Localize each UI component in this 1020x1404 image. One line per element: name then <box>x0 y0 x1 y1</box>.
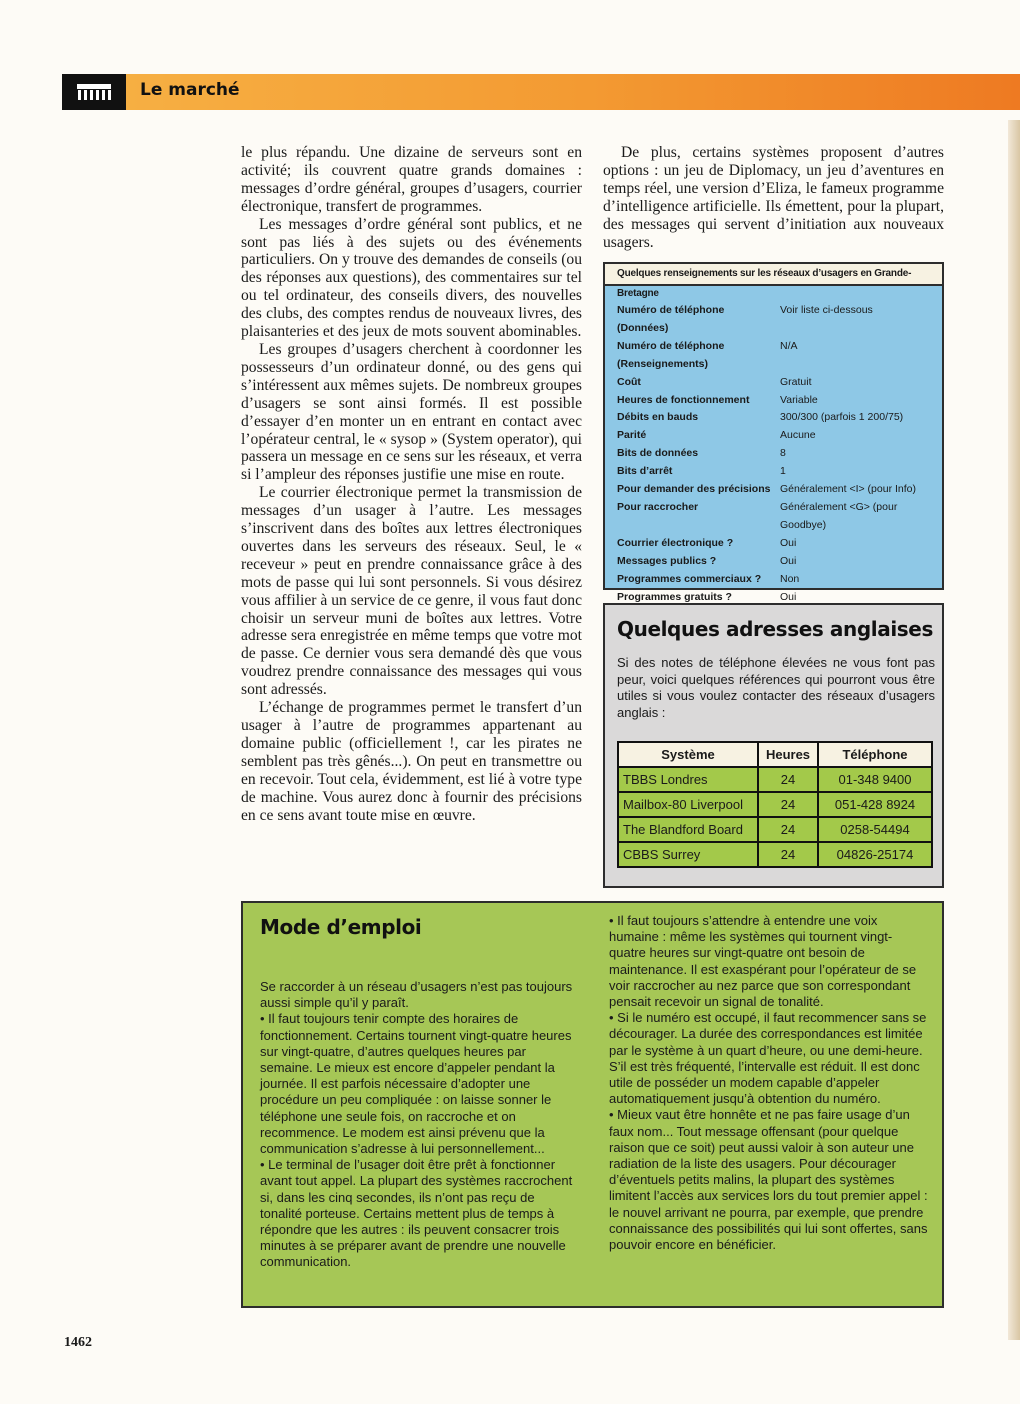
page-edge <box>1008 120 1020 1340</box>
article-paragraph: De plus, certains systèmes proposent d’autres options : un jeu de Diplomacy, un jeu d’aventures en temps réel, une version d’Eliza, le fameux programme d’intelligence artificielle. Ils émettent, pour la plupart, des messages qui servent d’initiation aux nouveaux usagers. <box>603 144 944 251</box>
info-value: 1 <box>780 465 786 478</box>
info-row <box>617 463 942 481</box>
table-cell: 01-348 9400 <box>818 767 932 792</box>
table-cell: TBBS Londres <box>618 767 758 792</box>
info-label: Coût <box>617 375 641 388</box>
table-cell: 24 <box>758 842 818 867</box>
addresses-table <box>617 741 933 868</box>
mode-paragraph: • Le terminal de l’usager doit être prêt à fonctionner avant tout appel. La plupart des systèmes raccrochent si, dans les cinq secondes, ils n’ont pas reçu de tonalité porteuse. Certains mettent plus de temps à répondre que les autres : ils peuvent consacrer trois minutes à se préparer avant de prendre une nouvelle communication. <box>260 1157 573 1270</box>
info-label: Heures de fonctionnement <box>617 393 750 406</box>
info-label: Programmes gratuits ? <box>617 590 732 603</box>
info-value: Voir liste ci-dessous <box>780 304 873 316</box>
info-value: Gratuit <box>780 375 812 388</box>
addresses-box <box>603 603 944 888</box>
addresses-title: Quelques adresses anglaises <box>617 617 933 641</box>
mode-paragraph: • Il faut toujours tenir compte des horaires de fonctionnement. Certains tournent vingt-quatre heures sur vingt-quatre, d’autres quelques heures par semaine. Le mieux est encore d’appeler pendant la journée. Il est parfois nécessaire d’adopter une procédure un peu compliquée : on laisse sonner le téléphone une seule fois, on raccroche et on recommence. Le modem est ainsi prévenu que la communication s’adresse à lui personnellement... <box>260 1011 572 1157</box>
keyboard-icon <box>62 74 126 110</box>
info-table-rows <box>605 286 942 606</box>
info-label: Programmes commerciaux ? <box>617 572 762 585</box>
section-title: Le marché <box>140 80 240 100</box>
info-row <box>617 553 942 571</box>
info-value: 8 <box>780 447 786 460</box>
article-right-column <box>603 144 944 251</box>
info-label: Courrier électronique ? <box>617 536 734 549</box>
table-cell: 24 <box>758 767 818 792</box>
info-label: Pour demander des précisions <box>617 483 771 496</box>
column-header: Téléphone <box>818 742 932 767</box>
mode-paragraph: • Si le numéro est occupé, il faut recommencer sans se décourager. La durée des correspondances est limitée par le système à un quart d’heure, ou une demi-heure. S’il est très fréquenté, l’intervalle est réduit. Il est donc utile de posséder un modem capable d’appeler automatiquement jusqu’à obtention du numéro. <box>609 1010 927 1107</box>
info-label: Pour raccrocher <box>617 500 699 513</box>
table-cell: 04826-25174 <box>818 842 932 867</box>
info-row <box>617 374 942 392</box>
table-row <box>618 842 932 867</box>
mode-emploi-box <box>241 901 944 1308</box>
info-value: Oui <box>780 536 797 549</box>
table-cell: 051-428 8924 <box>818 792 932 817</box>
info-row <box>617 535 942 553</box>
addresses-header-row <box>618 742 932 767</box>
info-label: Parité <box>617 429 647 442</box>
article-left-column <box>241 144 582 824</box>
addresses-intro: Si des notes de téléphone élevées ne vous font pas peur, voici quelques références qui pourront vous être utiles si vous voulez contacter des réseaux d’usagers anglais : <box>617 655 935 720</box>
info-value: N/A <box>780 339 798 352</box>
info-value: Variable <box>780 393 818 406</box>
info-value <box>780 320 942 338</box>
info-value: Non <box>780 572 800 585</box>
info-label: Numéro de téléphone <box>617 304 725 316</box>
info-value: Généralement <I> (pour Info) <box>780 483 916 496</box>
info-label: Numéro de téléphone <box>617 339 725 352</box>
mode-paragraph: Se raccorder à un réseau d’usagers n’est pas toujours aussi simple qu’il y paraît. <box>260 979 573 1011</box>
article-paragraph: le plus répandu. Une dizaine de serveurs sont en activité; ils couvrent quatre grands domaines : messages d’ordre général, groupes d’usagers, courrier électronique, transfert de programmes. <box>241 144 582 215</box>
mode-emploi-left-column <box>260 979 580 1271</box>
table-cell: 24 <box>758 817 818 842</box>
info-label: (Renseignements) <box>617 357 709 370</box>
table-cell: CBBS Surrey <box>618 842 758 867</box>
info-row <box>617 571 942 589</box>
table-row <box>618 767 932 792</box>
info-label: Messages publics ? <box>617 554 717 567</box>
info-label: Bits de données <box>617 447 699 460</box>
info-table <box>603 262 944 603</box>
info-value: Oui <box>780 554 797 567</box>
table-cell: 24 <box>758 792 818 817</box>
article-paragraph: Les messages d’ordre général sont publics, et ne sont pas liés à des sujets ou des événements particuliers. On y trouve des demandes de conseils (ou des réponses aux questions), des commentaires sur tel ou tel ordinateur, des conseils divers, des nouvelles des clubs, des comptes rendus de nouveaux livres, des plaisanteries et des jeux de mots souvent abominables. <box>241 215 582 341</box>
column-header: Heures <box>758 742 818 767</box>
mode-paragraph: • Il faut toujours s’attendre à entendre une voix humaine : même les systèmes qui tournent vingt-quatre heures sur vingt-quatre ont besoin de maintenance. Il est exaspérant pour l’opérateur de se voir raccrocher au nez parce que son correspondant pensait recevoir un signal de tonalité. <box>609 913 917 1010</box>
info-label: Bits d’arrêt <box>617 465 673 478</box>
mode-emploi-right-column <box>609 913 929 1253</box>
info-label: Débits en bauds <box>617 411 699 424</box>
info-row <box>617 302 942 320</box>
table-cell: Mailbox-80 Liverpool <box>618 792 758 817</box>
info-row <box>617 320 942 338</box>
info-row <box>617 427 942 445</box>
addresses-body <box>618 767 932 867</box>
table-cell: 0258-54494 <box>818 817 932 842</box>
info-value: Oui <box>780 590 797 603</box>
info-row <box>617 338 942 356</box>
info-row <box>617 481 942 499</box>
info-table-heading: Quelques renseignements sur les réseaux d’usagers en Grande-Bretagne <box>605 264 942 286</box>
info-row <box>617 499 942 535</box>
column-header: Système <box>618 742 758 767</box>
article-paragraph: Les groupes d’usagers cherchent à coordonner les possesseurs d’un ordinateur donné, ou des gens qui s’intéressent aux mêmes sujets. De nombreux groupes d’usagers se sont ainsi formés. Il est possible d’essayer d’en monter un en entrant en contact avec l’opérateur central, le « sysop » (System operator), qui passera un message en ce sens sur les réseaux, et verra si l’ampleur des réponses justifie une mise en route. <box>241 340 582 484</box>
info-row <box>617 392 942 410</box>
info-row <box>617 409 942 427</box>
info-label: (Données) <box>617 321 669 334</box>
page-number: 1462 <box>64 1335 92 1350</box>
mode-paragraph: • Mieux vaut être honnête et ne pas faire usage d’un faux nom... Tout message offensant (pour quelque raison que ce soit) peut aussi valoir à son auteur une radiation de la liste des usagers. Pour décourager d’éventuels petits malins, la plupart des systèmes limitent l’accès aux services lors du tout premier appel : le nouvel arrivant ne pourra, par exemple, que prendre connaissance des possibilités qui lui sont offertes, sans pouvoir encore en bénéficier. <box>609 1107 928 1253</box>
article-paragraph: L’échange de programmes permet le transfert d’un usager à l’autre de programmes appartenant au domaine public (officiellement !, car les pirates ne semblent pas très gênés...). On peut en transmettre ou en recevoir. Tout cela, évidemment, est lié à votre type de machine. Vous aurez donc à fournir des précisions en ce sens avant toute mise en œuvre. <box>241 699 582 824</box>
mode-emploi-title: Mode d’emploi <box>260 915 422 939</box>
table-row <box>618 792 932 817</box>
table-row <box>618 817 932 842</box>
article-paragraph: Le courrier électronique permet la transmission de messages d’un usager à l’autre. Les messages s’inscrivent dans des boîtes aux lettres électroniques ouvertes dans les serveurs des réseaux. Seul, le « receveur » peut en prendre connaissance grâce à des mots de passe qui lui sont personnels. Si vous désirez vous affilier à un service de ce genre, il vous faut donc choisir un serveur muni de boîtes aux lettres. Votre adresse sera enregistrée en même temps que votre mot de passe. Ce dernier vous sera demandé dès que vous voudrez prendre connaissance des messages qui vous sont adressés. <box>241 484 582 699</box>
info-row <box>617 356 942 374</box>
info-value <box>780 356 942 374</box>
table-cell: The Blandford Board <box>618 817 758 842</box>
info-value: Généralement <G> (pour Goodbye) <box>780 500 898 531</box>
info-value: 300/300 (parfois 1 200/75) <box>780 411 904 424</box>
info-row <box>617 445 942 463</box>
info-value: Aucune <box>780 429 816 442</box>
